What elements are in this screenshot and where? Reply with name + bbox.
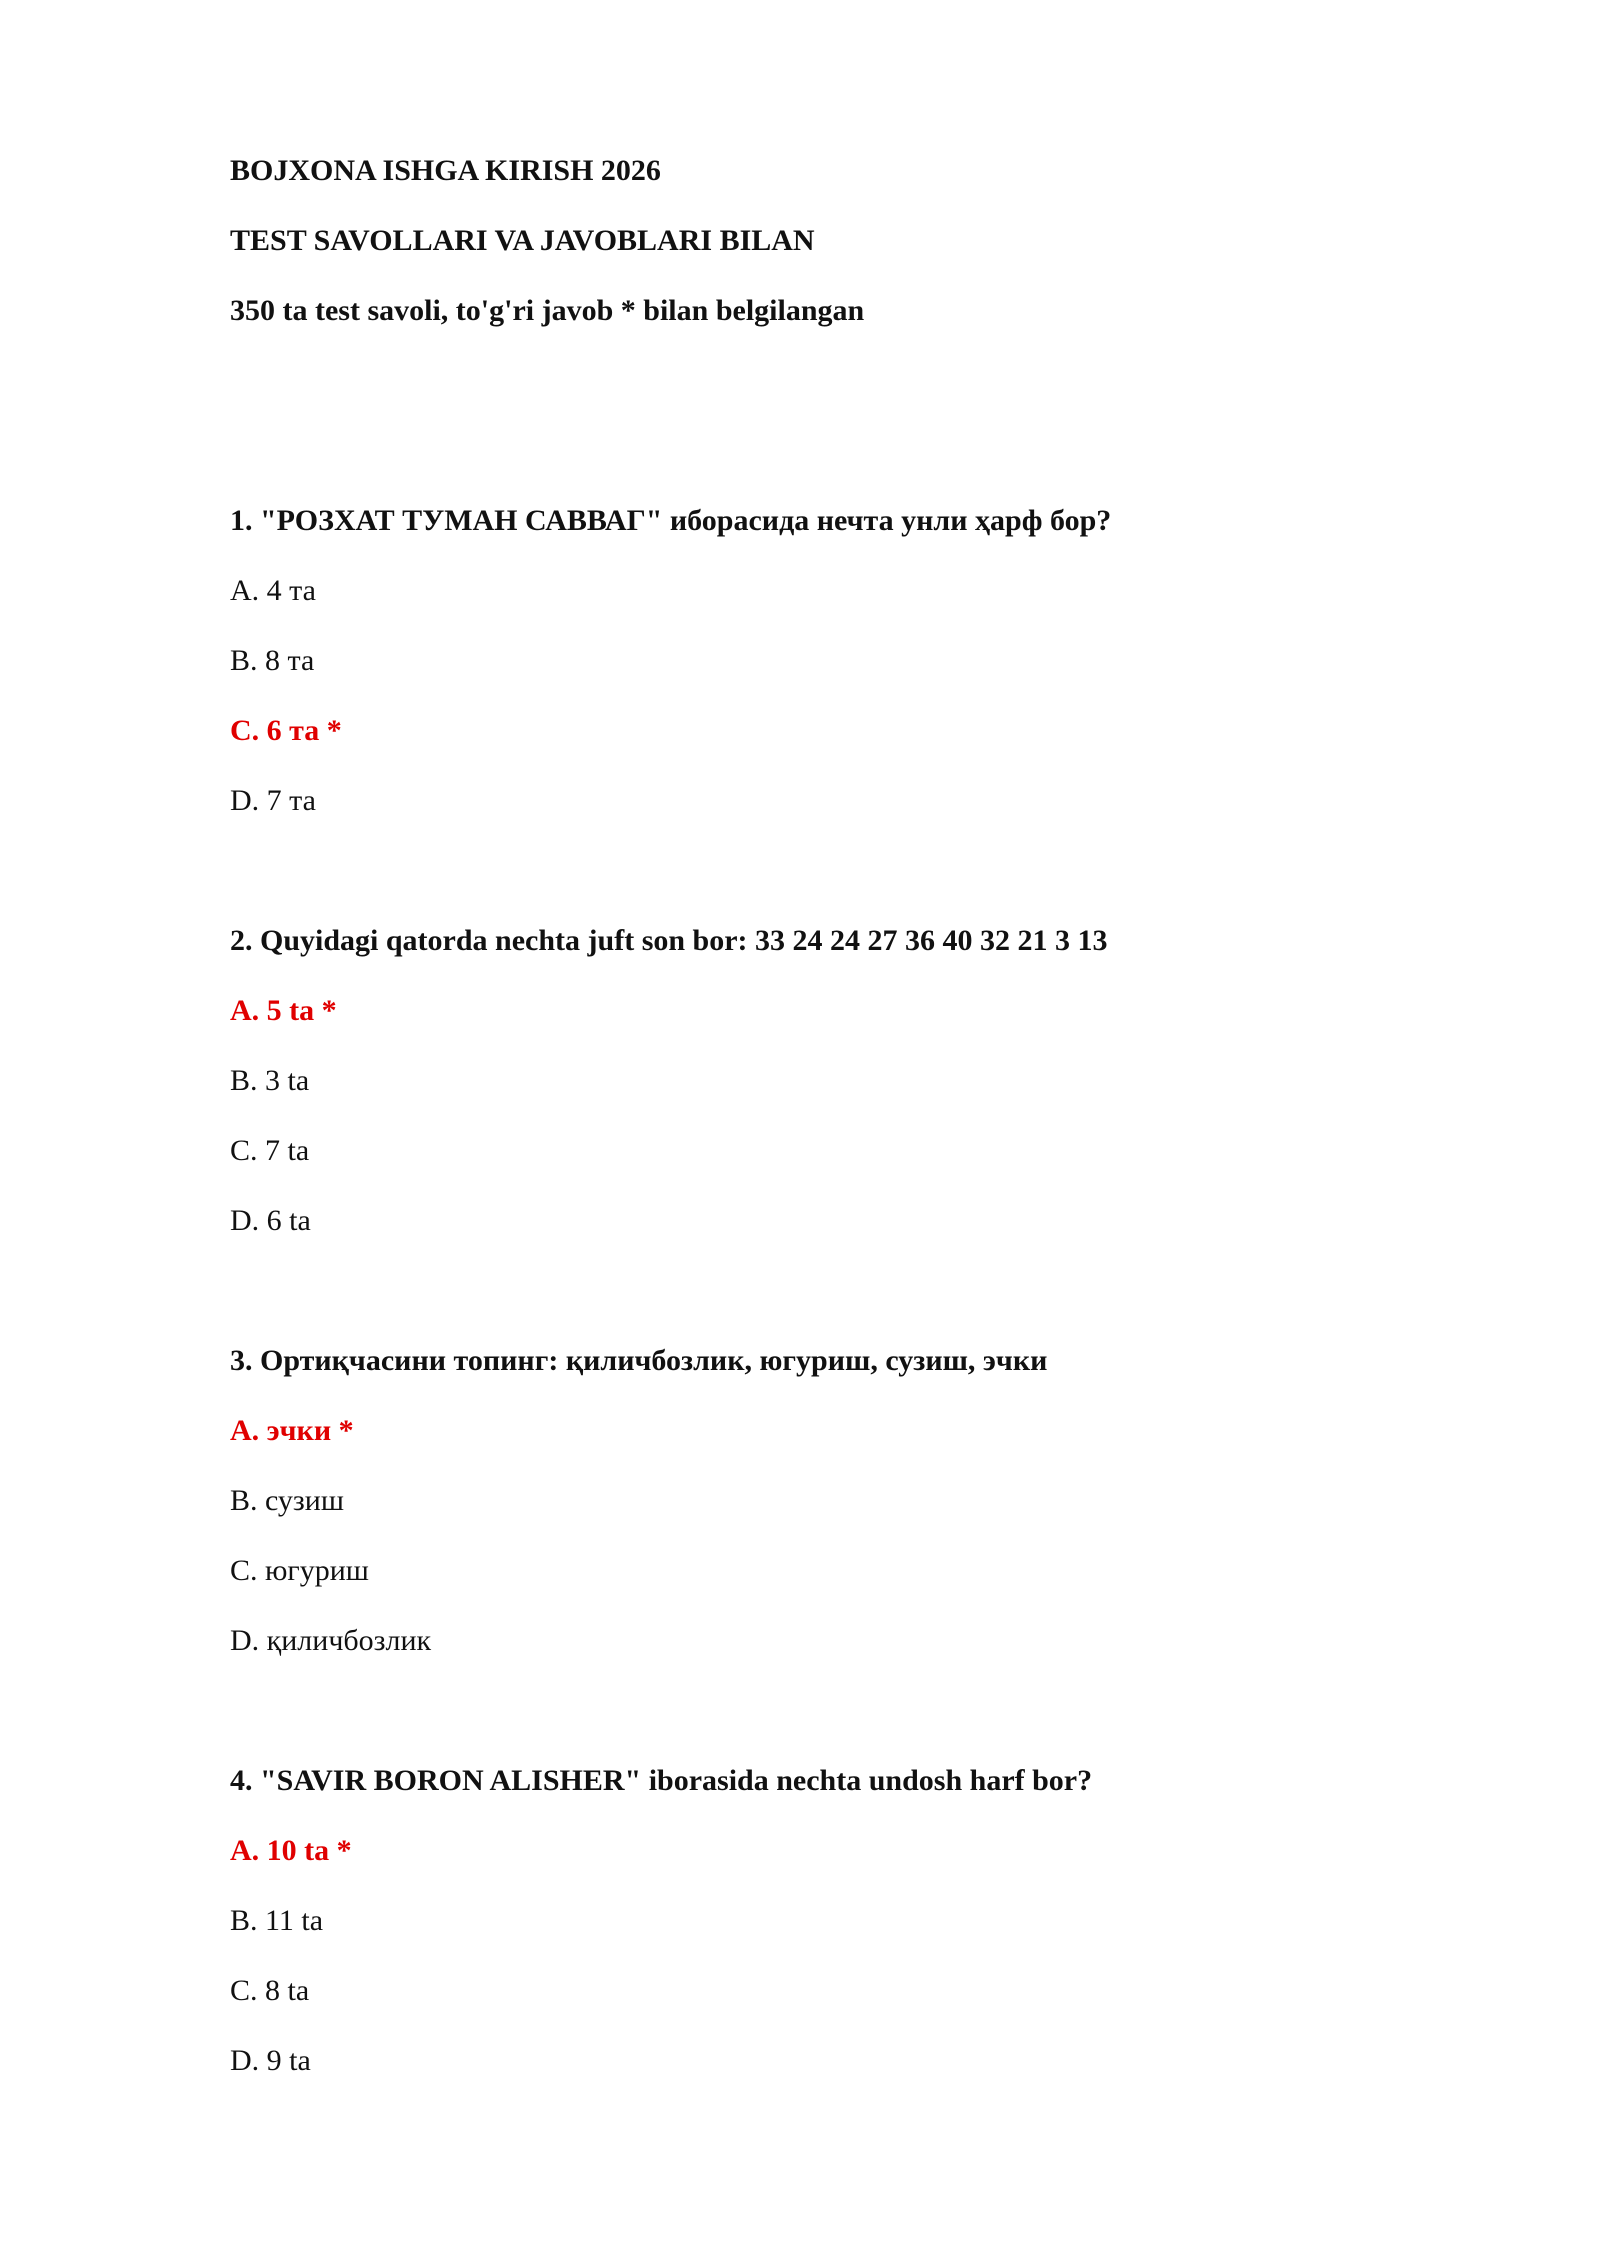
answer-option: B. сузиш bbox=[230, 1484, 344, 1517]
answer-option: C. югуриш bbox=[230, 1554, 369, 1587]
answer-option: B. 11 ta bbox=[230, 1904, 324, 1937]
answer-option: B. 8 та bbox=[230, 644, 315, 677]
question-text: 2. Quyidagi qatorda nechta juft son bor: 33 24 24 27 36 40 32 21 3 13 bbox=[230, 924, 1108, 957]
answer-option: D. 9 ta bbox=[230, 2044, 311, 2077]
answer-option: D. 6 ta bbox=[230, 1204, 311, 1237]
answer-option: B. 3 ta bbox=[230, 1064, 310, 1097]
question-text: 1. "РОЗХАТ ТУМАН САВВАГ" иборасида нечта унли ҳарф бор? bbox=[230, 504, 1112, 537]
answer-option-correct: C. 6 та * bbox=[230, 714, 342, 747]
answer-option: D. қиличбозлик bbox=[230, 1624, 432, 1657]
answer-option-correct: A. 10 ta * bbox=[230, 1834, 352, 1867]
document-title: BOJXONA ISHGA KIRISH 2026 bbox=[230, 154, 661, 187]
document-description: 350 ta test savoli, to'g'ri javob * bilan belgilangan bbox=[230, 294, 865, 327]
answer-option-correct: A. 5 ta * bbox=[230, 994, 337, 1027]
answer-option: C. 8 ta bbox=[230, 1974, 310, 2007]
document-subtitle: TEST SAVOLLARI VA JAVOBLARI BILAN bbox=[230, 224, 815, 257]
answer-option: A. 4 та bbox=[230, 574, 316, 607]
question-text: 4. "SAVIR BORON ALISHER" iborasida nechta undosh harf bor? bbox=[230, 1764, 1093, 1797]
answer-option: C. 7 ta bbox=[230, 1134, 310, 1167]
question-text: 3. Ортиқчасини топинг: қиличбозлик, югуриш, сузиш, эчки bbox=[230, 1344, 1048, 1377]
answer-option: D. 7 та bbox=[230, 784, 316, 817]
answer-option-correct: A. эчки * bbox=[230, 1414, 354, 1447]
